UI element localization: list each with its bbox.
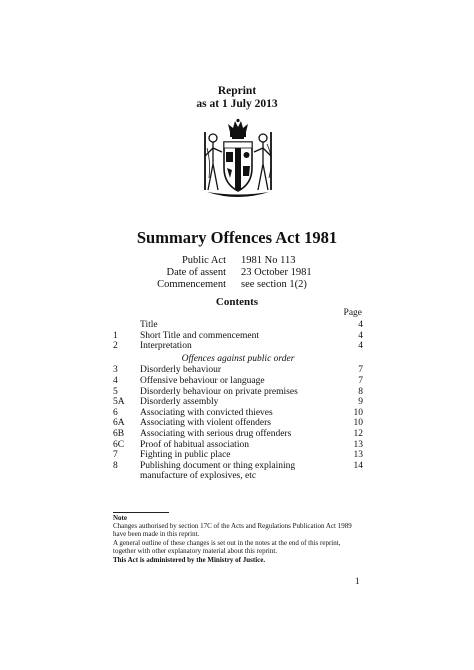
toc-page: 10 [353,418,363,429]
toc-number: 6C [113,439,125,450]
toc-title: Title [140,320,158,330]
toc-title: Associating with serious drug offenders [140,428,292,439]
act-metadata [0,255,474,291]
toc-page: 10 [353,407,363,418]
toc-page: 7 [358,375,363,386]
toc-page: 9 [358,397,363,408]
meta-label: Date of assent [166,267,226,278]
meta-value: 23 October 1981 [241,267,312,278]
note-paragraph: A general outline of these changes is set out in the notes at the end of this reprint, together with other explanatory material about this reprint. [113,539,341,555]
toc-number: 6A [113,418,125,429]
toc-page: 7 [358,365,363,376]
toc-title: Associating with convicted thieves [140,407,273,418]
meta-value: 1981 No 113 [241,255,296,266]
toc-entry[interactable] [113,320,363,331]
toc-title: Proof of habitual association [140,439,249,450]
meta-row [0,267,474,279]
toc-title: Disorderly behaviour [140,365,221,376]
toc-number: 2 [113,341,118,352]
toc-entry[interactable] [113,341,363,352]
toc-number: 5 [113,386,118,397]
toc-number: 5A [113,397,125,408]
toc-title: Offensive behaviour or language [140,375,265,386]
meta-row [0,255,474,267]
toc-entry[interactable] [113,331,363,342]
toc-number: 4 [113,375,118,386]
note-block [113,514,365,564]
page-column-label: Page [343,308,362,318]
toc-entry[interactable] [113,365,363,376]
toc-entry[interactable] [113,376,363,387]
reprint-date: as at 1 July 2013 [196,98,278,110]
toc-title: Fighting in public place [140,450,231,461]
toc-number: 6 [113,407,118,418]
contents-heading: Contents [215,296,259,308]
reprint-label: Reprint [217,85,257,97]
toc-page: 13 [353,439,363,450]
meta-row [0,279,474,291]
toc-page: 4 [358,320,363,330]
toc-entry[interactable] [113,440,363,451]
toc-number: 6B [113,428,125,439]
left-supporter-icon [205,132,222,190]
crown-icon [228,119,248,139]
toc-page: 13 [353,450,363,461]
shield-icon [224,142,252,191]
toc-title: Associating with violent offenders [140,418,271,429]
toc-entry[interactable] [113,387,363,398]
table-of-contents [113,320,363,482]
page-number: 1 [355,576,360,586]
toc-entry[interactable] [113,397,363,408]
toc-number: 8 [113,460,118,471]
toc-page: 4 [358,341,363,352]
reprint-header [0,85,474,111]
toc-page: 4 [358,330,363,341]
meta-label: Commencement [157,279,226,290]
toc-number: 1 [113,330,118,341]
toc-page: 8 [358,386,363,397]
toc-entry[interactable] [113,418,363,429]
toc-page: 12 [353,428,363,439]
toc-title: Disorderly assembly [140,397,219,408]
note-paragraph: Changes authorised by section 17C of the Acts and Regulations Publication Act 1989 have been made in this reprint. [113,522,352,538]
toc-title: Short Title and commencement [140,330,260,341]
toc-page: 14 [353,460,363,471]
toc-title: Publishing document or thing explaining manufacture of explosives, etc [140,460,296,482]
toc-number: 7 [113,450,118,461]
toc-number: 3 [113,365,118,376]
right-supporter-icon [254,132,271,190]
administering-ministry: This Act is administered by the Ministry of Justice. [113,556,266,564]
act-title: Summary Offences Act 1981 [136,228,338,247]
toc-entry[interactable] [113,408,363,419]
note-divider [113,512,169,513]
toc-title: Interpretation [140,341,192,352]
meta-value: see section 1(2) [241,279,307,290]
nz-coat-of-arms-icon [197,118,279,200]
toc-entry[interactable] [113,429,363,440]
toc-entry[interactable] [113,461,363,482]
note-label: Note [113,514,127,522]
toc-entry[interactable] [113,450,363,461]
toc-title: Disorderly behaviour on private premises [140,386,298,397]
toc-section-heading: Offences against public order [181,353,295,364]
meta-label: Public Act [181,255,226,266]
